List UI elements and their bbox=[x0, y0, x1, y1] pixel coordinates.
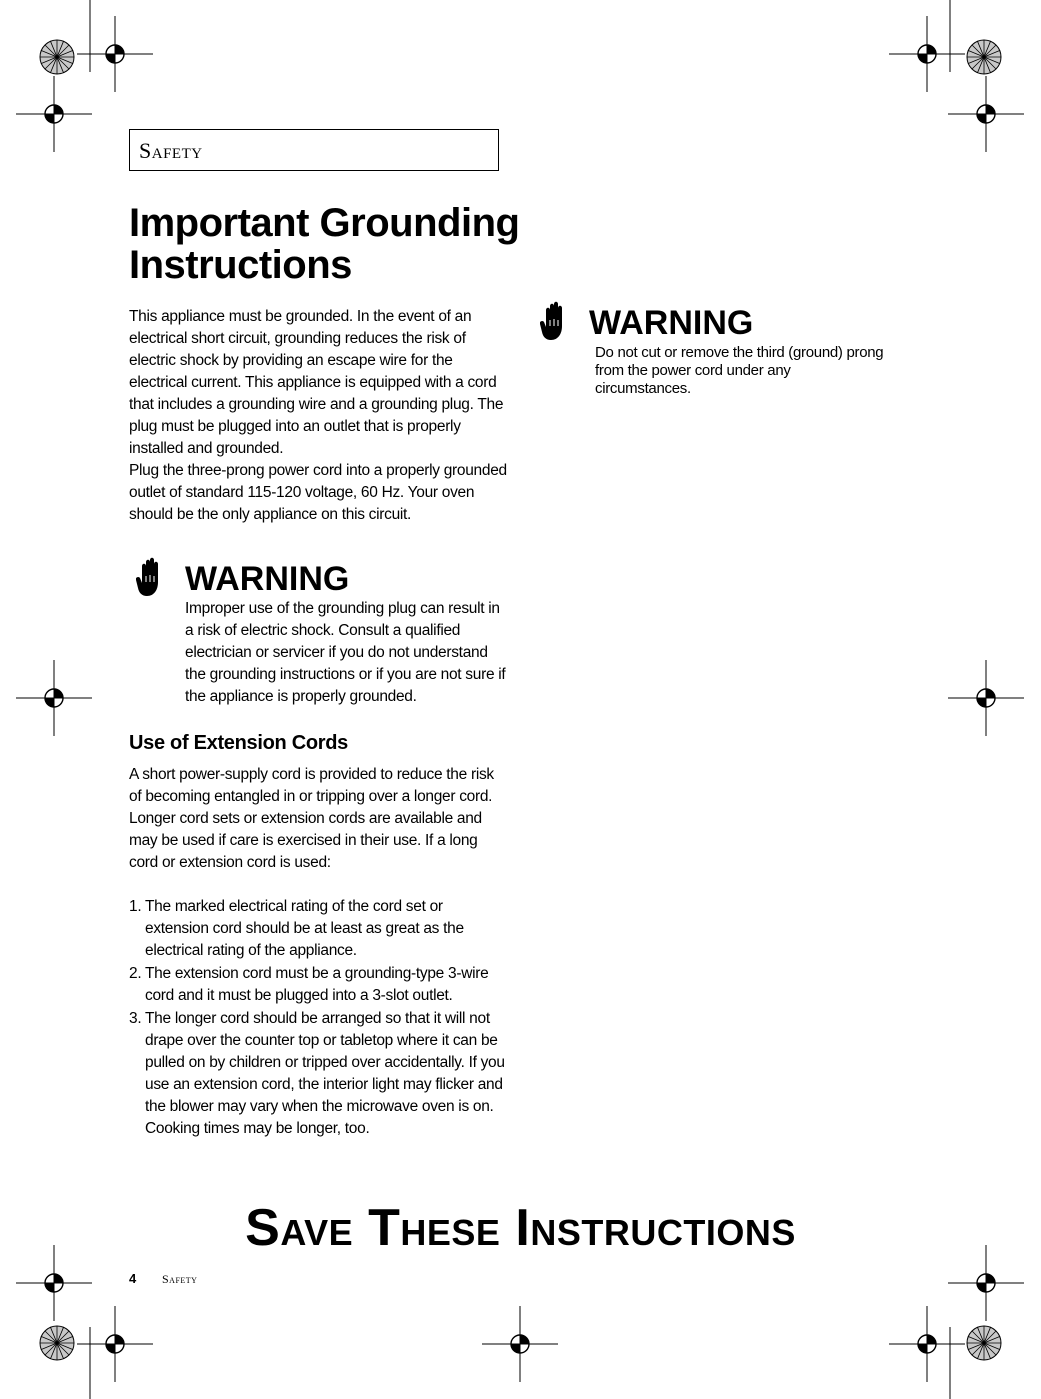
list-item bbox=[129, 896, 509, 962]
list-item bbox=[129, 963, 509, 1007]
list-item-text: The marked electrical rating of the cord set or extension cord should be at least as great as the electrical rating of the appliance. bbox=[145, 898, 464, 959]
hand-icon bbox=[136, 556, 164, 598]
list-item-text: The longer cord should be arranged so that it will not drape over the counter top or tabletop where it can be pulled on by children or tripped over accidentally. If you use an extension cord, the interior light may flicker and the blower may vary when the microwave oven is on. Cooking times may be longer, too. bbox=[145, 1010, 505, 1137]
warning-heading: WARNING bbox=[589, 304, 754, 342]
warning-text: Improper use of the grounding plug can result in a risk of electric shock. Consult a qualified electrician or servicer if you do not understand the grounding instructions or if you are not sure if the appliance is properly grounded. bbox=[185, 600, 506, 705]
save-instructions-banner: Save These Instructions bbox=[245, 1199, 796, 1257]
section-tab-label: Safety bbox=[139, 138, 203, 163]
grounding-paragraph-2: Plug the three-prong power cord into a properly grounded outlet of standard 115-120 voltage, 60 Hz. Your oven should be the only appliance on this circuit. bbox=[129, 462, 507, 523]
footer-section-label: Safety bbox=[162, 1272, 198, 1286]
page-number: 4 bbox=[129, 1271, 137, 1286]
section-tab bbox=[129, 129, 499, 171]
list-item-number: 1. bbox=[129, 898, 142, 915]
grounding-paragraph-1: This appliance must be grounded. In the event of an electrical short circuit, grounding reduces the risk of electric shock by providing an escape wire for the electrical current. This appliance is equipped with a cord that includes a grounding wire and a grounding plug. The plug must be plugged into an outlet that is properly installed and grounded. bbox=[129, 308, 504, 457]
warning-heading: WARNING bbox=[185, 560, 350, 598]
extension-list bbox=[129, 896, 509, 1141]
hand-icon bbox=[540, 300, 568, 342]
warning-text: Do not cut or remove the third (ground) prong from the power cord under any circumstances. bbox=[595, 344, 884, 397]
page-title: Important Grounding Instructions bbox=[129, 201, 520, 287]
extension-intro: A short power-supply cord is provided to reduce the risk of becoming entangled in or tripping over a longer cord. Longer cord sets or extension cords are available and may be used if care is exercised in their use. If a long cord or extension cord is used: bbox=[129, 766, 494, 871]
section-heading: Use of Extension Cords bbox=[129, 732, 348, 754]
list-item-number: 2. bbox=[129, 965, 142, 982]
list-item bbox=[129, 1008, 509, 1140]
list-item-number: 3. bbox=[129, 1010, 142, 1027]
list-item-text: The extension cord must be a grounding-type 3-wire cord and it must be plugged into a 3-slot outlet. bbox=[145, 965, 489, 1004]
